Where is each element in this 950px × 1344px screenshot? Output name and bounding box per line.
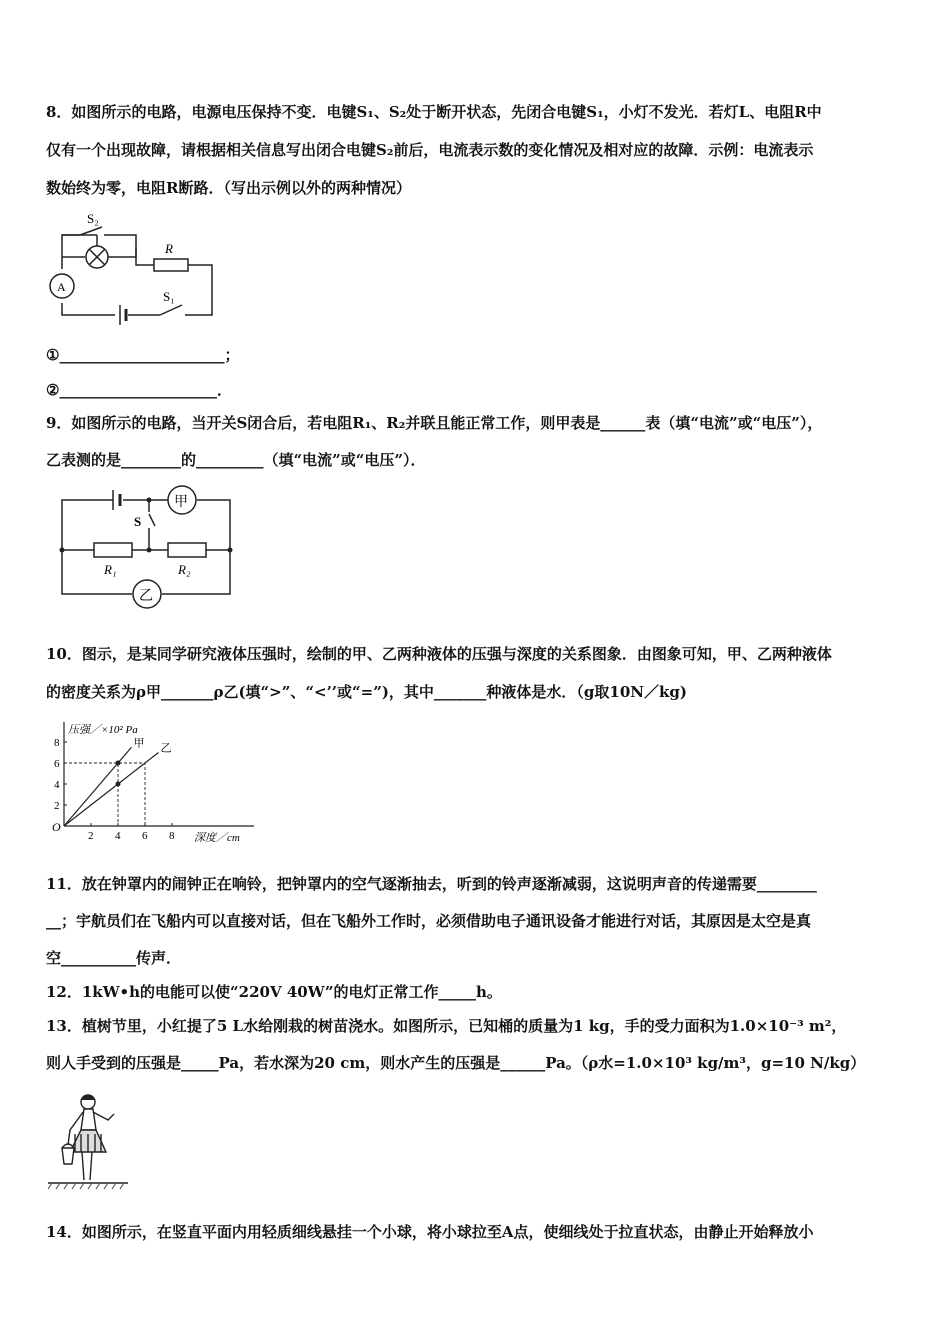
q12-line-1: 12．1kW•h的电能可以使“220V 40W”的电灯正常工作_____h。 [46,983,502,1001]
series-label: 甲 [133,737,145,750]
series-line-yi [64,753,159,827]
q9-line-1: 9．如图所示的电路，当开关S闭合后，若电阻R₁、R₂并联且能正常工作，则甲表是______表（填“电流”或“电压”）， [46,414,823,432]
series-label: 乙 [160,742,172,755]
q8-circuit-figure [40,205,230,325]
y-tick-label: 8 [54,737,60,749]
yi-meter-label: 乙 [139,589,153,604]
switch-s-label: S [134,514,142,529]
data-point [116,782,121,787]
q9-circuit-figure [50,482,240,610]
q10-line-2: 的密度关系为ρ甲_______ρ乙(填“>”、“<’’或“=”)，其中_______种液体是水．（g取10N／kg) [46,683,687,701]
r2-label: R₂ [178,562,191,577]
origin-label: O [52,820,61,834]
q10-pressure-depth-chart [44,718,264,848]
y-tick-label: 6 [54,758,60,770]
x-axis-label: 深度／cm [194,832,240,844]
jia-meter-label: 甲 [174,495,188,510]
y-tick-label: 2 [54,800,60,812]
x-tick-label: 2 [88,830,94,842]
q13-line-2: 则人手受到的压强是_____Pa，若水深为20 cm，则水产生的压强是______Pa。（ρ水=1.0×10³ kg/m³，g=10 N/kg） [46,1054,866,1072]
q8-line-3: 数始终为零，电阻R断路．（写出示例以外的两种情况） [46,179,411,197]
q11-line-3: 空__________传声． [46,949,182,967]
girl-carrying-bucket-figure [48,1090,128,1195]
q8-line-1: 8．如图所示的电路，电源电压保持不变．电键S₁、S₂处于断开状态，先闭合电键S₁，小灯不发光．若灯L、电阻R中 [46,103,822,121]
x-tick-label: 8 [169,830,175,842]
q13-line-1: 13．植树节里，小红提了5 L水给刚栽的树苗浇水。如图所示，已知桶的质量为1 kg，手的受力面积为1.0×10⁻³ m²， [46,1017,847,1035]
x-tick-label: 4 [115,830,121,842]
q8-blank-1: ①______________________； [46,346,240,364]
q9-line-2: 乙表测的是________的_________（填“电流”或“电压”）． [46,451,426,469]
q11-line-1: 11．放在钟罩内的闹钟正在响铃，把钟罩内的空气逐渐抽去，听到的铃声逐渐减弱，这说明声音的传递需要________ [46,875,817,893]
y-tick-label: 4 [54,779,60,791]
y-axis-label: 压强／×10² Pa [68,724,138,736]
q8-blank-2: ②_____________________． [46,381,232,399]
r-label: R [165,241,173,256]
q11-line-2: __；宇航员们在飞船内可以直接对话，但在飞船外工作时，必须借助电子通讯设备才能进行对话，其原因是太空是真 [46,912,812,930]
ammeter-label: A [57,280,66,294]
series-line-jia [64,747,132,826]
data-point [116,761,121,766]
s2-label: S₂ [87,211,99,226]
q14-line-1: 14．如图所示，在竖直平面内用轻质细线悬挂一个小球，将小球拉至A点，使细线处于拉直状态，由静止开始释放小 [46,1223,814,1241]
x-tick-label: 6 [142,830,148,842]
q10-line-1: 10．图示，是某同学研究液体压强时，绘制的甲、乙两种液体的压强与深度的关系图象．由图象可知，甲、乙两种液体 [46,645,832,663]
q8-line-2: 仅有一个出现故障，请根据相关信息写出闭合电键S₂前后，电流表示数的变化情况及相对应的故障．示例：电流表示 [46,141,814,159]
s1-label: S₁ [163,289,175,304]
r1-label: R₁ [104,562,117,577]
